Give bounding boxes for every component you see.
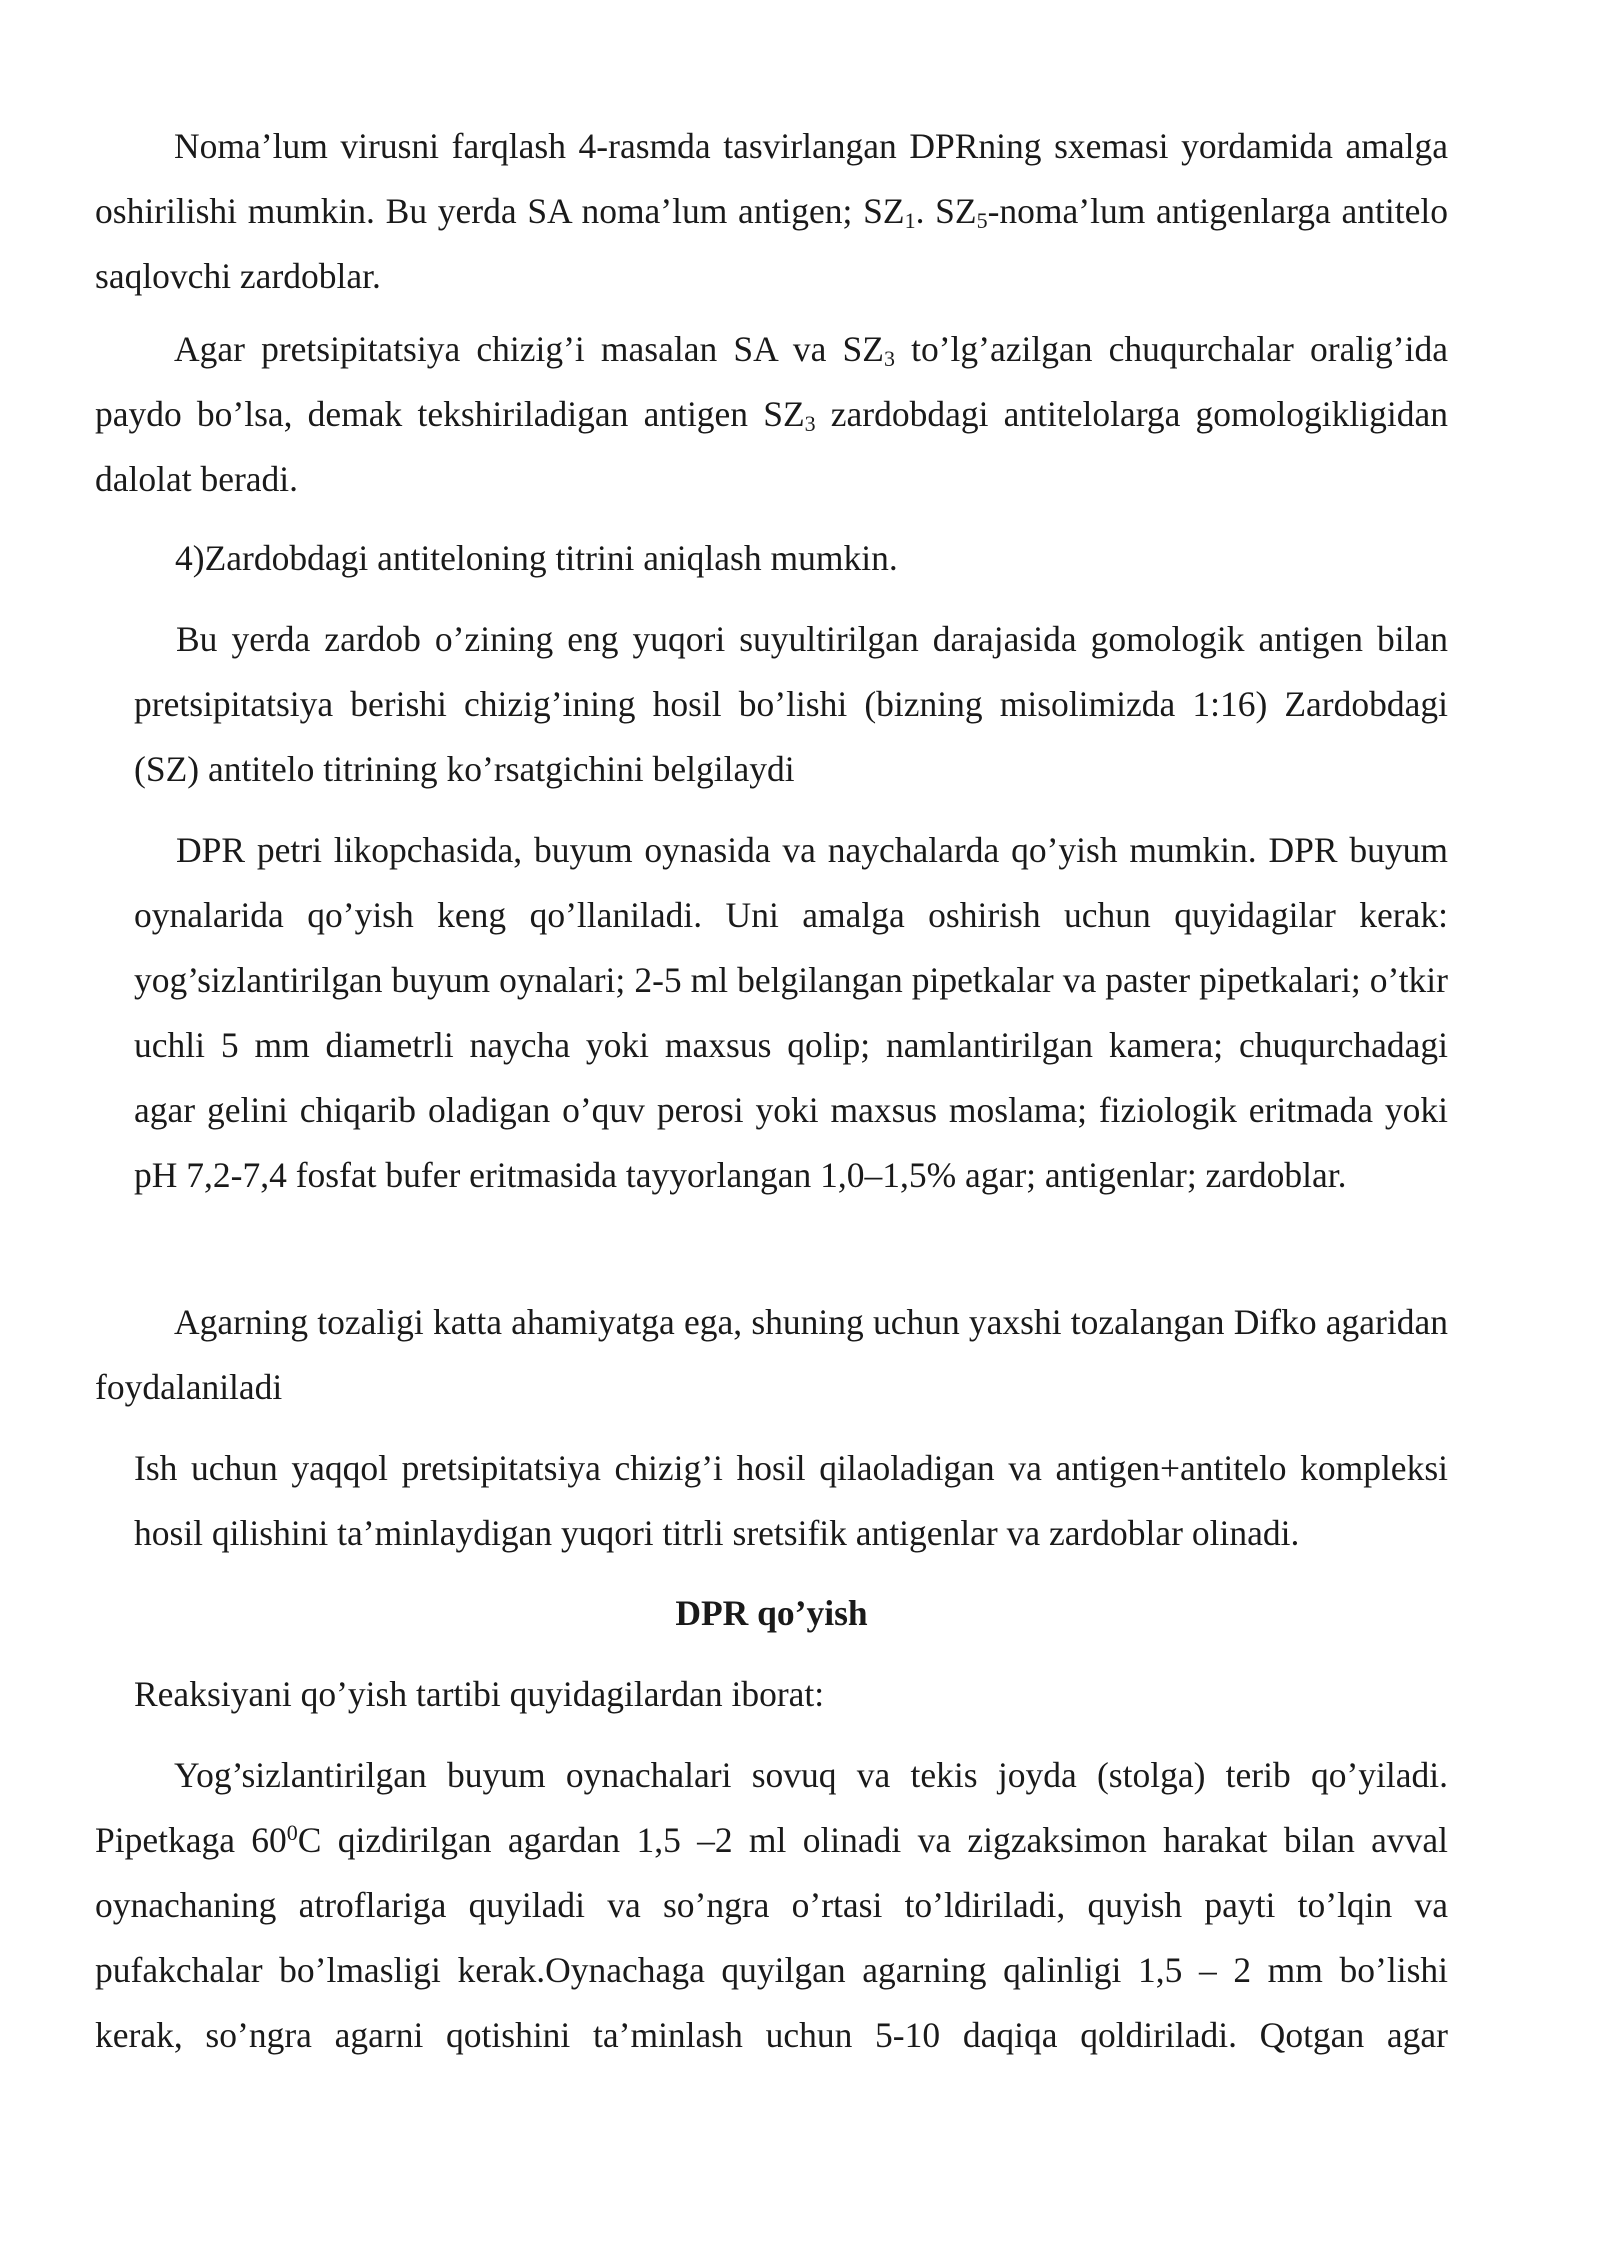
text-segment: Yog’sizlantirilgan buyum oynachalari sovuq va tekis joyda (stolga) terib qo’yiladi. Pipetkaga 60 (95, 1755, 1448, 1860)
text-segment: Noma’lum virusni farqlash 4-rasmda tasvirlangan DPRning sxemasi yordamida amalga oshirilishi mumkin. Bu yerda SA noma’lum antigen; SZ (95, 126, 1448, 231)
subscript: 3 (883, 345, 895, 371)
text-segment: -noma’lum antigenlarga antitelo saqlovchi zardoblar. (95, 191, 1448, 296)
paragraph-titre-description: Bu yerda zardob o’zining eng yuqori suyultirilgan darajasida gomologik antigen bilan pretsipitatsiya berishi chizig’ining hosil bo’lishi (bizning misolimizda 1:16) Zardobdagi (SZ) antitelo titrining ko’rsatgichini belgilaydi (134, 619, 1448, 789)
paragraph-titre-item: 4)Zardobdagi antiteloning titrini aniqlash mumkin. (175, 538, 898, 578)
paragraph-agar-purity: Agarning tozaligi katta ahamiyatga ega, shuning uchun yaxshi tozalangan Difko agaridan foydalaniladi (95, 1302, 1448, 1407)
paragraph-procedure-intro: Reaksiyani qo’yish tartibi quyidagilardan iborat: (134, 1674, 825, 1714)
subscript: 1 (904, 207, 916, 233)
paragraph-antigens-sera: Ish uchun yaqqol pretsipitatsiya chizig’i hosil qilaoladigan va antigen+antitelo kompleksi hosil qilishini ta’minlaydigan yuqori titrli sretsifik antigenlar va zardoblar olinadi. (134, 1448, 1448, 1553)
paragraph-materials: DPR petri likopchasida, buyum oynasida va naychalarda qo’yish mumkin. DPR buyum oynalarida qo’yish keng qo’llaniladi. Uni amalga oshirish uchun quyidagilar kerak: yog’sizlantirilgan buyum oynalari; 2-5 ml belgilangan pipetkalar va paster pipetkalari; o’tkir uchli 5 mm diametrli naycha yoki maxsus qolip; namlantirilgan kamera; chuqurchadagi agar gelini chiqarib oladigan o’quv perosi yoki maxsus moslama; fiziologik eritmada yoki pH 7,2-7,4 fosfat bufer eritmasida tayyorlangan 1,0–1,5% agar; antigenlar; zardoblar. (134, 830, 1448, 1195)
paragraph-procedure-steps (95, 1743, 1448, 2068)
paragraph-precipitation-line (95, 317, 1448, 512)
text-segment: zardobdagi antitelolarga gomologikligidan dalolat beradi. (95, 394, 1448, 499)
superscript: 0 (286, 1819, 298, 1845)
text-segment: . SZ (915, 191, 977, 231)
subscript: 3 (804, 410, 816, 436)
subscript: 5 (976, 207, 988, 233)
text-segment: C qizdirilgan agardan 1,5 –2 ml olinadi va zigzaksimon harakat bilan avval oynachaning atroflariga quyiladi va so’ngra o’rtasi to’ldiriladi, quyish payti to’lqin va pufakchalar bo’lmasligi kerak.Oynachaga quyilgan agarning qalinligi 1,5 – 2 mm bo’lishi kerak, so’ngra agarni qotishini ta’minlash uchun 5-10 daqiqa qoldiriladi. Qotgan agar (95, 1820, 1448, 2055)
text-segment: to’lg’azilgan chuqurchalar oralig’ida paydo bo’lsa, demak tekshiriladigan antigen SZ (95, 329, 1448, 434)
paragraph-virus-identification (95, 114, 1448, 309)
text-segment: Agar pretsipitatsiya chizig’i masalan SA va SZ (174, 329, 884, 369)
section-heading: DPR qo’yish (675, 1593, 868, 1633)
